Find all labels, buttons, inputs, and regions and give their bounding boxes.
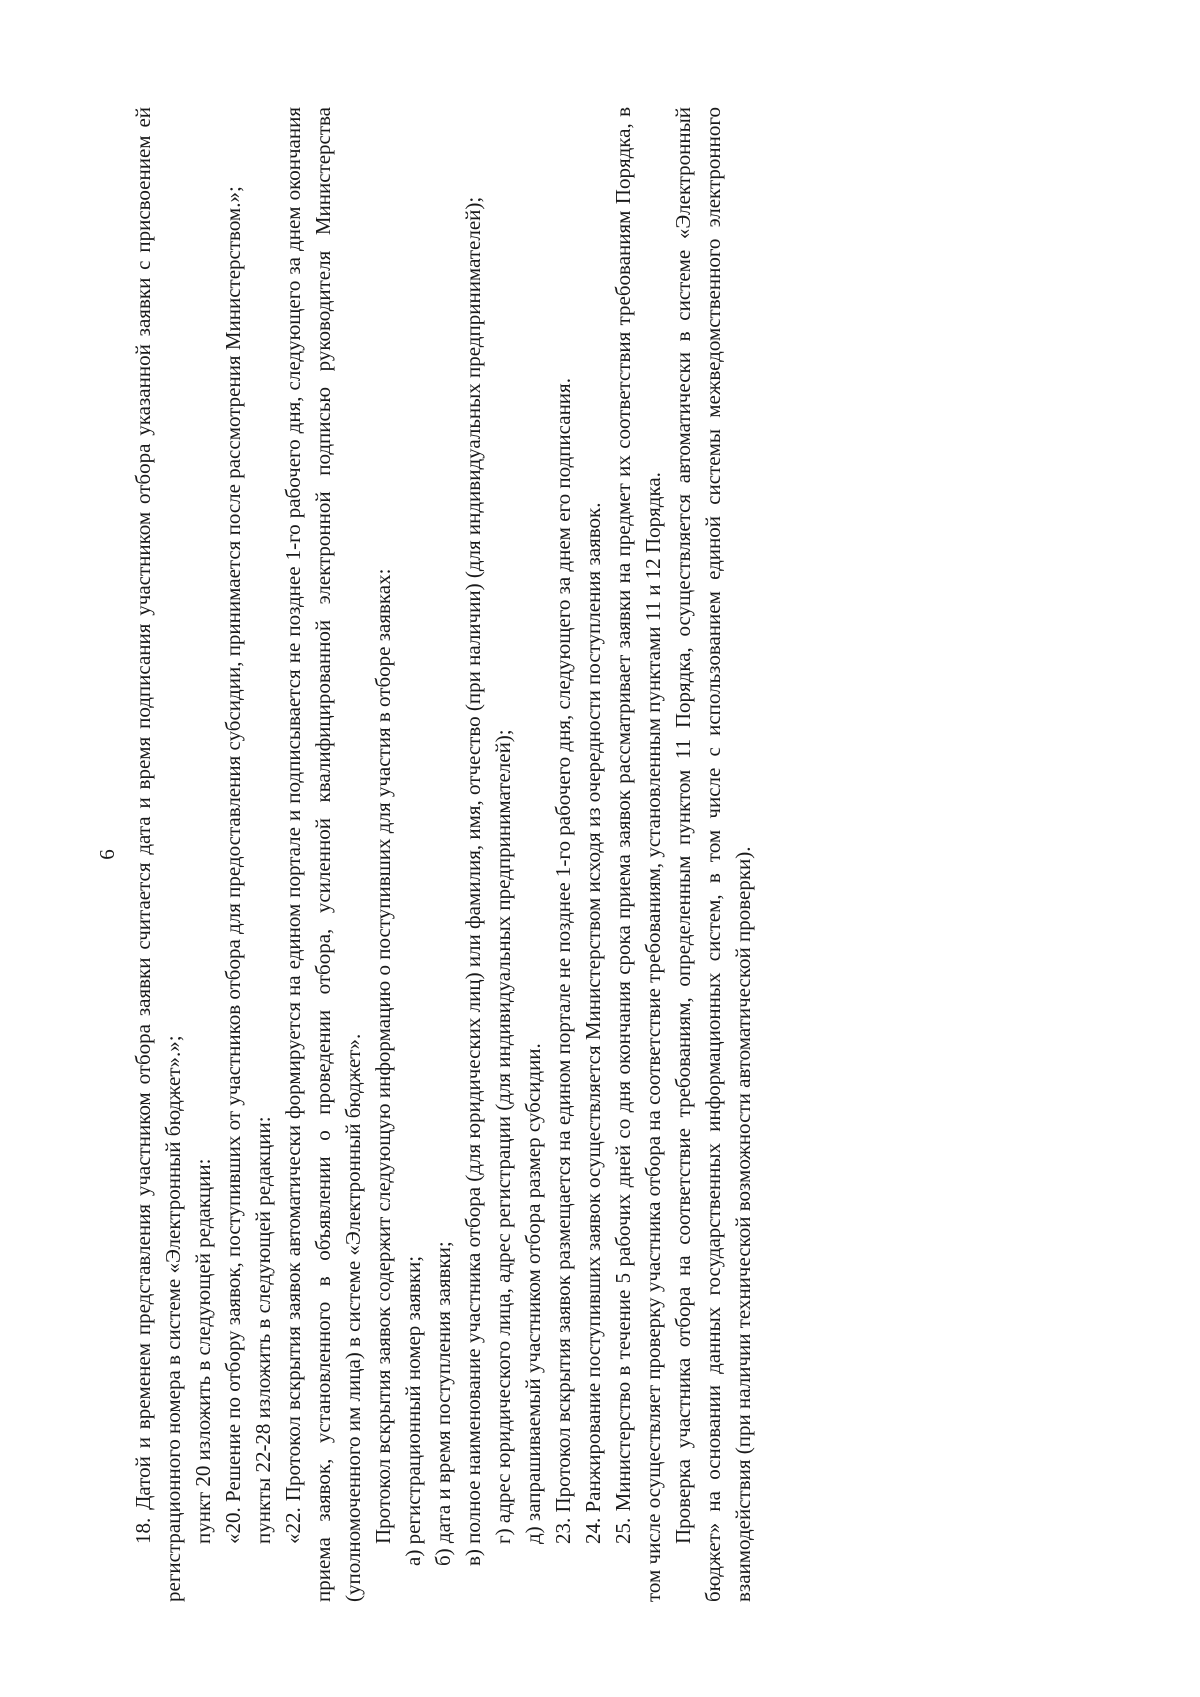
paragraph-verification: Проверка участника отбора на соответствие требованиям, определенным пунктом 11 Порядка, осуществляется автоматически в системе «Электронный бюджет» на основании данных государственных информационных систем, в том числе с использованием единой системы межведомственного электронного взаимодействия (при наличии технической возможности автоматической проверки). bbox=[671, 107, 755, 1602]
paragraph-24: 24. Ранжирование поступивших заявок осуществляется Министерством исходя из очередности поступления заявок. bbox=[581, 502, 605, 1544]
list-item-a: а) регистрационный номер заявки; bbox=[401, 1255, 425, 1566]
paragraph-item-20-intro: пункт 20 изложить в следующей редакции: bbox=[191, 1158, 215, 1544]
list-item-g: г) адрес юридического лица, адрес регистрации (для индивидуальных предпринимателей); bbox=[491, 729, 515, 1544]
paragraph-20: «20. Решение по отбору заявок, поступивших от участников отбора для предоставления субсидии, принимается после рассмотрения Министерством.»; bbox=[221, 186, 245, 1544]
list-item-v: в) полное наименование участника отбора (для юридических лиц) или фамилия, имя, отчество (при наличии) (для индивидуальных предпринимателей); bbox=[461, 196, 485, 1566]
paragraph-25: 25. Министерство в течение 5 рабочих дней со дня окончания срока приема заявок рассматривает заявки на предмет их соответствия требованиям Порядка, в том числе осуществляет проверку участника отбора на соответствие требованиям, установленным пунктами 11 и 12 Порядка. bbox=[611, 107, 665, 1602]
document-text-rotated bbox=[92, 107, 1022, 1602]
page-number: 6 bbox=[95, 849, 119, 860]
paragraph-22: «22. Протокол вскрытия заявок автоматически формируется на едином портале и подписывается не позднее 1-го рабочего дня, следующего за днем окончания приема заявок, установленного в объявлении о проведении отбора, усиленной квалифицированной электронной подписью руководителя Министерства (уполномоченного им лица) в системе «Электронный бюджет». bbox=[281, 107, 365, 1602]
list-item-b: б) дата и время поступления заявки; bbox=[431, 1241, 455, 1566]
paragraph-23: 23. Протокол вскрытия заявок размещается на едином портале не позднее 1-го рабочего дня, следующего за днем его подписания. bbox=[551, 378, 575, 1544]
paragraph-protocol-contents: Протокол вскрытия заявок содержит следующую информацию о поступивших для участия в отборе заявках: bbox=[371, 568, 395, 1544]
paragraph-18: 18. Датой и временем представления участником отбора заявки считается дата и время подписания участником отбора указанной заявки с присвоением ей регистрационного номера в системе «Электронный бюджет».»; bbox=[131, 107, 185, 1602]
list-item-d: д) запрашиваемый участником отбора размер субсидии. bbox=[521, 1043, 545, 1544]
paragraph-items-22-28-intro: пункты 22-28 изложить в следующей редакции: bbox=[251, 1116, 275, 1544]
